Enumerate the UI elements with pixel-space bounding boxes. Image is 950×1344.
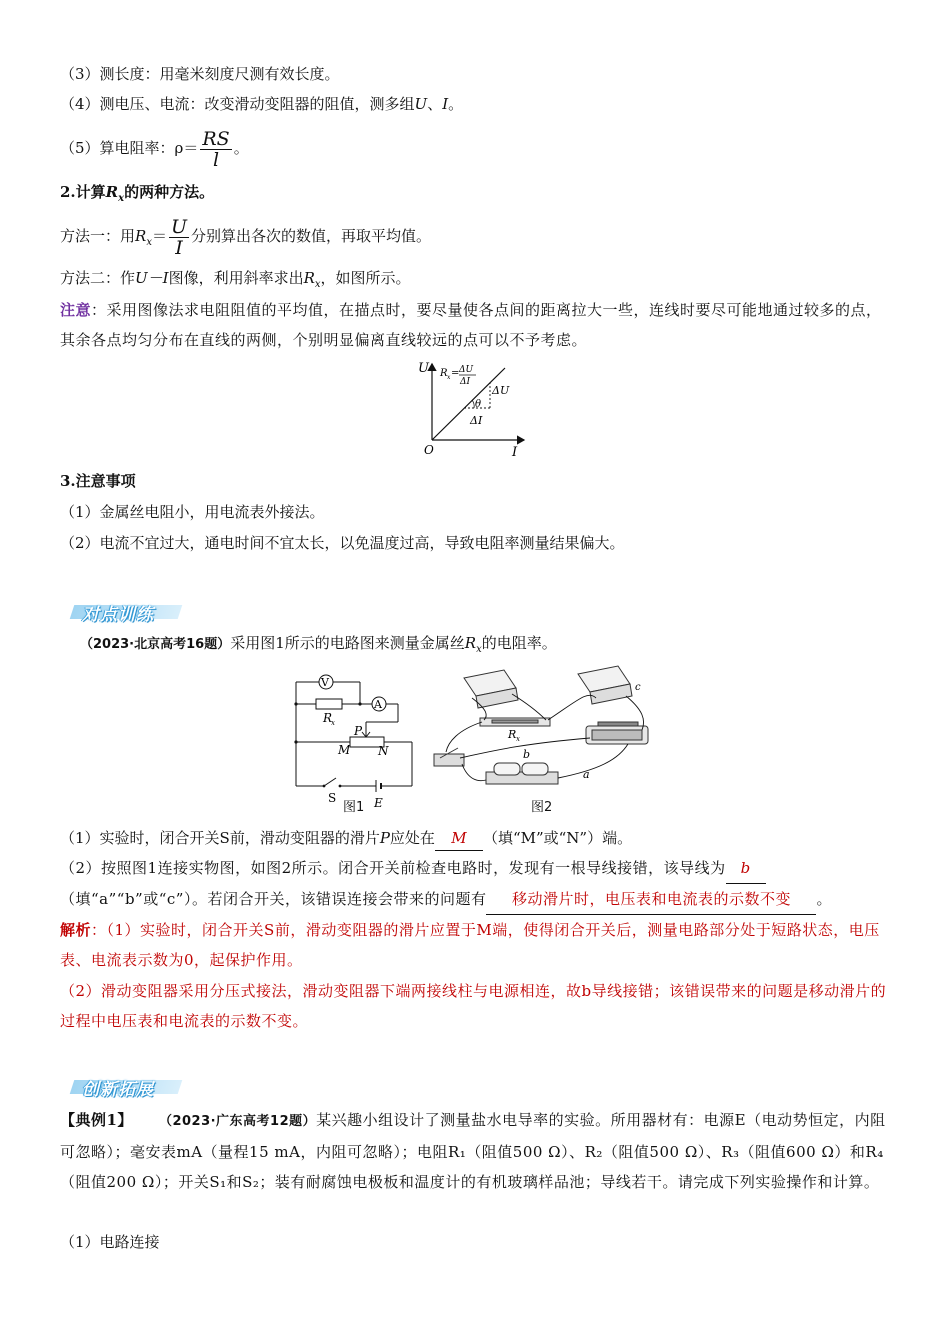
fig2-rx-sub: x [516, 735, 520, 743]
graph-di-den: ΔI [460, 377, 471, 387]
fig1-ammeter-label: A [374, 698, 382, 711]
graph-eq: = [451, 368, 460, 379]
fig1-e: E [374, 796, 383, 810]
answer-blank-3: 移动滑片时，电压表和电流表的示数不变 [486, 884, 816, 915]
practice-banner: 对点训练 [72, 600, 184, 622]
question-part-2: （2）按照图1连接实物图，如图2所示。闭合开关前检查电路时，发现有一根导线接错，该导线为 b（填“a”“b”或“c”）。若闭合开关，该错误连接会带来的问题有 移动滑片时，电压表和电流表的示数不变 。 [60, 853, 890, 915]
graph-theta: θ [475, 399, 482, 410]
analysis-1: 解析：（1）实验时，闭合开关S前，滑动变阻器的滑片应置于M端，使得闭合开关后，测量电路部分处于短路状态，电压表、电流表示数为0，起保护作用。 [60, 921, 880, 969]
fig1-m: M [338, 743, 351, 757]
graph-rx-sub: x [447, 374, 451, 381]
method-2: 方法二：作U－I图像，利用斜率求出$R_x$，如图所示。 [60, 269, 411, 290]
fig1-rx-sub: x [331, 719, 335, 727]
section2-heading: 2.计算$R_x$的两种方法。 [60, 183, 215, 204]
question-part-1: （1）实验时，闭合开关S前，滑动变阻器的滑片P应处在 M （填“M”或“N”）端。 [60, 826, 890, 851]
section3-item-2: （2）电流不宜过大，通电时间不宜太长，以免温度过高，导致电阻率测量结果偏大。 [60, 534, 625, 552]
extension-banner: 创新拓展 [72, 1075, 184, 1097]
graph-axis-u: U [418, 361, 429, 376]
analysis-2: （2）滑动变阻器采用分压式接法，滑动变阻器下端两接线柱与电源相连，故b导线接错；该错误带来的问题是移动滑片的过程中电压表和电流表的示数不变。 [60, 982, 887, 1030]
example-1: 【典例1】 （2023·广东高考12题）某兴趣小组设计了测量盐水电导率的实验。所用器材有：电源E（电动势恒定，内阻可忽略）；毫安表mA（量程15 mA，内阻可忽略）；电阻R₁（阻值500 Ω）、R₂（阻值500 Ω）、R₃（阻值600 Ω）和R₄（阻值200 Ω）；开关S₁和S₂；装有耐腐蚀电极板和温度计的有机玻璃样品池；导线若干。请完成下列实验操作和计算。 [60, 1111, 886, 1191]
graph-rx: R [440, 368, 448, 379]
fig2-wire-a-label: a [583, 768, 590, 781]
answer-blank-2: b [726, 853, 766, 884]
fig2-rx: R [508, 728, 517, 741]
method-1: 方法一：用$R_x=$ $\frac{U}{I}$ 分别算出各次的数值，再取平均值。 [60, 215, 431, 259]
section3-heading: 3.注意事项 [60, 472, 136, 490]
step-5: （5）算电阻率：ρ＝ $\frac{RS}{l}$ 。 [60, 127, 249, 171]
fig1-rx: R [323, 711, 333, 725]
switch-base [434, 754, 464, 766]
step-3: （3）测长度：用毫米刻度尺测有效长度。 [60, 65, 340, 83]
ui-fraction: $\frac{U}{I}$ [170, 215, 187, 259]
fig1-voltmeter-label: V [321, 676, 329, 689]
step-4: （4）测电压、电流：改变滑动变阻器的阻值，测多组U、I。 [60, 95, 464, 113]
graph-di-label: ΔI [470, 414, 483, 427]
figure1-circuit [290, 662, 425, 814]
answer-blank-1: M [435, 826, 483, 851]
section3-item-1: （1）金属丝电阻小，用电流表外接法。 [60, 503, 325, 521]
fig1-n: N [378, 744, 389, 758]
figure2-caption: 图2 [531, 800, 553, 815]
ui-graph [412, 360, 542, 460]
fig1-p: P [354, 724, 363, 738]
question-intro: （2023·北京高考16题）采用图1所示的电路图来测量金属丝$R_x$的电阻率。 [80, 634, 557, 655]
example-subpart-1: （1）电路连接 [60, 1233, 160, 1251]
graph-axis-i: I [512, 445, 518, 460]
figure2-apparatus [428, 660, 660, 800]
note: 注意：采用图像法求电阻阻值的平均值，在描点时，要尽量使各点间的距离拉大一些，连线时要尽可能地通过较多的点，其余各点均匀分布在直线的两侧，个别明显偏离直线较远的点可以不予考虑。 [60, 301, 882, 349]
graph-du-num: ΔU [459, 365, 474, 375]
fig2-wire-b-label: b [523, 748, 531, 761]
graph-origin: O [424, 443, 434, 457]
fig2-wire-c-label: c [635, 682, 641, 693]
figure1-caption: 图1 [343, 800, 365, 815]
fig1-s: S [328, 791, 337, 805]
graph-du-label: ΔU [492, 384, 510, 397]
resistivity-fraction: $\frac{RS}{l}$ [202, 127, 230, 171]
